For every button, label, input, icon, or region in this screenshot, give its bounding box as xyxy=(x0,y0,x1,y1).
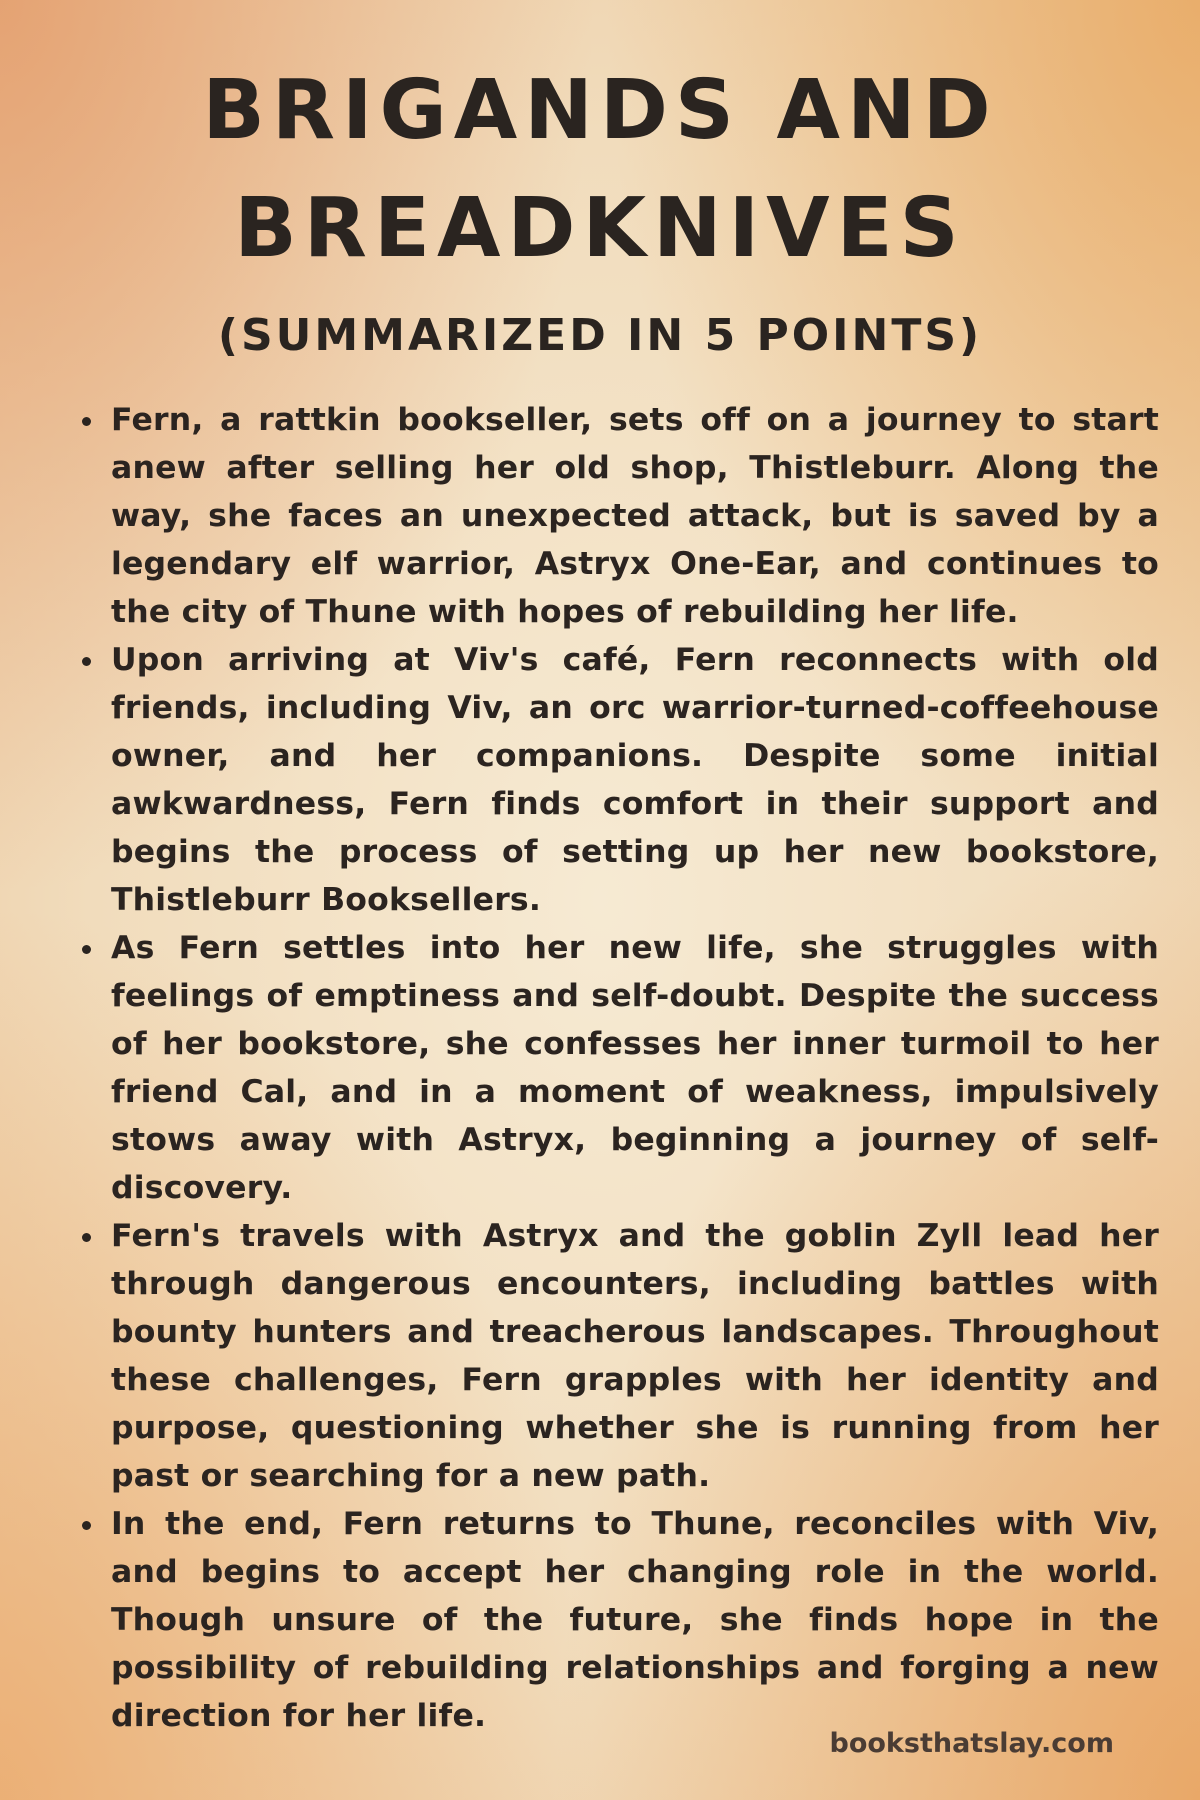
summary-point-1: Fern, a rattkin bookseller, sets off on a journey to start anew after selling her old shop, Thistleburr. Along the way, she faces an unexpected attack, but is saved by a legendary elf warrior, Astryx One-Ear, and continues to the city of Thune with hopes of rebuilding her life. xyxy=(111,396,1159,636)
title-line-1: BRIGANDS AND xyxy=(202,63,998,158)
site-watermark: booksthatslay.com xyxy=(829,1728,1114,1759)
page-title xyxy=(0,52,1200,288)
subtitle: (SUMMARIZED IN 5 POINTS) xyxy=(217,310,983,361)
summary-list xyxy=(78,396,1159,1740)
summary-point-3: As Fern settles into her new life, she struggles with feelings of emptiness and self-doubt. Despite the success of her bookstore, she confesses her inner turmoil to her friend Cal, and in a moment of weakness, impulsively stows away with Astryx, beginning a journey of self-discovery. xyxy=(111,924,1159,1212)
summary-point-4: Fern's travels with Astryx and the goblin Zyll lead her through dangerous encounters, including battles with bounty hunters and treacherous landscapes. Throughout these challenges, Fern grapples with her identity and purpose, questioning whether she is running from her past or searching for a new path. xyxy=(111,1212,1159,1500)
title-line-2: BREADKNIVES xyxy=(234,181,966,276)
summary-point-2: Upon arriving at Viv's café, Fern reconnects with old friends, including Viv, an orc warrior-turned-coffeehouse owner, and her companions. Despite some initial awkwardness, Fern finds comfort in their support and begins the process of setting up her new bookstore, Thistleburr Booksellers. xyxy=(111,636,1159,924)
summary-point-5: In the end, Fern returns to Thune, reconciles with Viv, and begins to accept her changing role in the world. Though unsure of the future, she finds hope in the possibility of rebuilding relationships and forging a new direction for her life. xyxy=(111,1500,1159,1740)
